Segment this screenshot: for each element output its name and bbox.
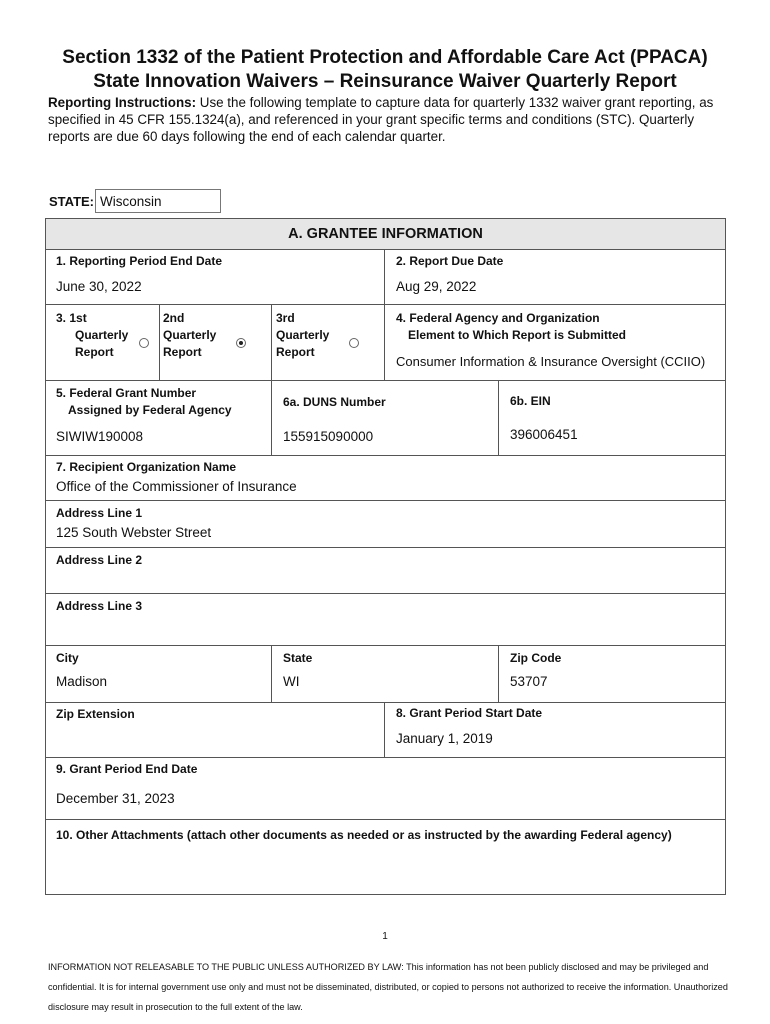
zip-extension-label: Zip Extension (56, 707, 135, 721)
quarter-2nd-label-line1: 2nd (163, 311, 185, 325)
quarter-1st-radio[interactable] (139, 338, 149, 348)
quarter-2nd-label-line2: Quarterly (163, 328, 217, 342)
grant-end-value[interactable]: December 31, 2023 (56, 791, 175, 806)
row-divider (46, 702, 725, 703)
report-due-label: 2. Report Due Date (396, 254, 504, 268)
section-a-header: A. GRANTEE INFORMATION (46, 219, 725, 250)
duns-label: 6a. DUNS Number (283, 395, 386, 409)
grantee-information-form (45, 218, 726, 895)
recipient-org-value[interactable]: Office of the Commissioner of Insurance (56, 479, 297, 494)
other-attachments-label: 10. Other Attachments (attach other documents as needed or as instructed by the awarding Federal agency) (56, 828, 672, 842)
zip-code-label: Zip Code (510, 651, 562, 665)
federal-agency-label (396, 310, 626, 344)
report-due-value[interactable]: Aug 29, 2022 (396, 279, 477, 294)
row-divider (46, 455, 725, 456)
column-divider (271, 304, 272, 455)
title-line-1: Section 1332 of the Patient Protection and Affordable Care Act (PPACA) (62, 47, 708, 68)
reporting-period-end-value[interactable]: June 30, 2022 (56, 279, 142, 294)
row-divider (46, 500, 725, 501)
column-divider (498, 645, 499, 702)
page-number: 1 (382, 931, 388, 942)
address-line-1-label: Address Line 1 (56, 506, 143, 520)
reporting-instructions (48, 94, 738, 145)
city-value[interactable]: Madison (56, 674, 108, 689)
column-divider (384, 702, 385, 757)
quarter-2nd-label (163, 310, 216, 361)
recipient-org-label: 7. Recipient Organization Name (56, 460, 237, 474)
address-line-3-label: Address Line 3 (56, 599, 143, 613)
quarter-1st-label-line3: Report (75, 345, 114, 359)
quarter-1st-label-line2: Quarterly (75, 328, 129, 342)
quarter-3rd-label-line2: Quarterly (276, 328, 330, 342)
quarter-1st-label (56, 310, 128, 361)
column-divider (271, 645, 272, 702)
column-divider (498, 380, 499, 455)
quarter-3rd-label-line3: Report (276, 345, 315, 359)
confidentiality-footer: INFORMATION NOT RELEASABLE TO THE PUBLIC UNLESS AUTHORIZED BY LAW: This information has not been publicly disclosed and may be privileged and confidential. It is for internal government use only and must not be disseminated, distributed, or copied to persons not authorized to receive the information. Unauthorized disclosure may result in prosecution to the full extent of the law. (48, 962, 728, 1012)
grant-start-label: 8. Grant Period Start Date (396, 706, 543, 720)
column-divider (159, 304, 160, 380)
grant-end-label: 9. Grant Period End Date (56, 762, 198, 776)
federal-agency-label-line2: Element to Which Report is Submitted (408, 328, 627, 342)
ein-value[interactable]: 396006451 (510, 427, 578, 442)
row-divider (46, 593, 725, 594)
address-line-2-label: Address Line 2 (56, 553, 143, 567)
state-field[interactable]: Wisconsin (95, 189, 221, 213)
row-divider (46, 304, 725, 305)
instructions-text: Use the following template to capture data for quarterly 1332 waiver grant reporting, as specified in 45 CFR 155.1324(a), and referenced in your grant specific terms and conditions (STC). Quarterly reports are due 60 days following the end of each calendar quarter. (48, 95, 714, 144)
column-divider (384, 249, 385, 380)
duns-value[interactable]: 155915090000 (283, 429, 374, 444)
state-field-label: State (283, 651, 313, 665)
zip-code-value[interactable]: 53707 (510, 674, 548, 689)
quarter-2nd-radio[interactable] (236, 338, 246, 348)
row-divider (46, 380, 725, 381)
quarter-3rd-label (276, 310, 329, 361)
federal-agency-value[interactable]: Consumer Information & Insurance Oversight (CCIIO) (396, 354, 706, 369)
instructions-label: Reporting Instructions: (48, 95, 197, 110)
quarter-2nd-label-line3: Report (163, 345, 202, 359)
grant-number-label-line1: 5. Federal Grant Number (56, 386, 197, 400)
grant-number-label (56, 385, 232, 419)
federal-agency-label-line1: 4. Federal Agency and Organization (396, 311, 600, 325)
address-line-1-value[interactable]: 125 South Webster Street (56, 525, 212, 540)
state-field-value[interactable]: WI (283, 674, 300, 689)
row-divider (46, 645, 725, 646)
grant-start-value[interactable]: January 1, 2019 (396, 731, 493, 746)
state-label: STATE: (49, 194, 95, 209)
grant-number-value[interactable]: SIWIW190008 (56, 429, 144, 444)
reporting-period-end-label: 1. Reporting Period End Date (56, 254, 223, 268)
quarter-3rd-label-line1: 3rd (276, 311, 295, 325)
quarter-3rd-radio[interactable] (349, 338, 359, 348)
quarter-1st-label-line1: 3. 1st (56, 311, 87, 325)
title-line-2: State Innovation Waivers – Reinsurance Waiver Quarterly Report (93, 71, 677, 92)
city-label: City (56, 651, 79, 665)
row-divider (46, 819, 725, 820)
row-divider (46, 757, 725, 758)
grant-number-label-line2: Assigned by Federal Agency (68, 403, 232, 417)
ein-label: 6b. EIN (510, 394, 551, 408)
row-divider (46, 547, 725, 548)
other-attachments-area[interactable] (56, 849, 716, 889)
